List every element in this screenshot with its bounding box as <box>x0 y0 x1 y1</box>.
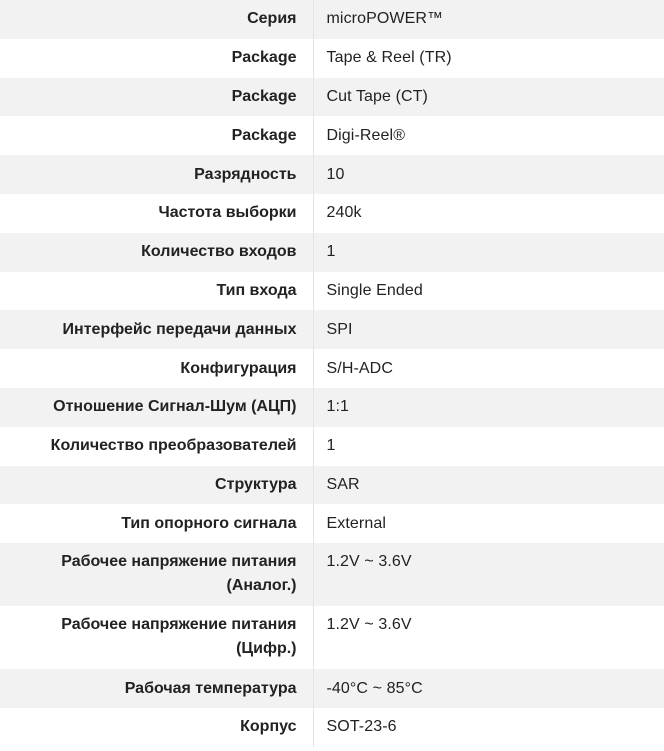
spec-label-package: Package <box>0 116 313 155</box>
spec-label-package: Package <box>0 39 313 78</box>
spec-row-sampling-rate <box>0 194 664 233</box>
spec-label-supply-analog: Рабочее напряжение питания (Аналог.) <box>0 543 313 606</box>
spec-value-package-ct: Cut Tape (CT) <box>313 78 664 117</box>
spec-value-configuration: S/H-ADC <box>313 349 664 388</box>
spec-row-snr <box>0 388 664 427</box>
spec-row-configuration <box>0 349 664 388</box>
spec-value-package-digireel: Digi-Reel® <box>313 116 664 155</box>
spec-value-input-count: 1 <box>313 233 664 272</box>
spec-value-reference-type: External <box>313 504 664 543</box>
spec-row-package-tr <box>0 39 664 78</box>
spec-label-input-count: Количество входов <box>0 233 313 272</box>
spec-label-series: Серия <box>0 0 313 39</box>
spec-row-converter-count <box>0 427 664 466</box>
spec-row-operating-temp <box>0 669 664 708</box>
spec-row-series <box>0 0 664 39</box>
spec-row-supply-digital <box>0 606 664 669</box>
spec-value-series: microPOWER™ <box>313 0 664 39</box>
spec-value-package-case: SOT-23-6 <box>313 708 664 747</box>
spec-row-input-type <box>0 272 664 311</box>
spec-value-input-type: Single Ended <box>313 272 664 311</box>
spec-value-resolution: 10 <box>313 155 664 194</box>
spec-value-snr: 1:1 <box>313 388 664 427</box>
spec-row-data-interface <box>0 310 664 349</box>
spec-value-sampling-rate: 240k <box>313 194 664 233</box>
spec-row-input-count <box>0 233 664 272</box>
spec-value-converter-count: 1 <box>313 427 664 466</box>
spec-value-operating-temp: -40°C ~ 85°C <box>313 669 664 708</box>
spec-label-data-interface: Интерфейс передачи данных <box>0 310 313 349</box>
spec-row-supply-analog <box>0 543 664 606</box>
spec-label-package-case: Корпус <box>0 708 313 747</box>
spec-value-supply-digital: 1.2V ~ 3.6V <box>313 606 664 669</box>
spec-row-reference-type <box>0 504 664 543</box>
spec-label-input-type: Тип входа <box>0 272 313 311</box>
spec-label-resolution: Разрядность <box>0 155 313 194</box>
spec-label-reference-type: Тип опорного сигнала <box>0 504 313 543</box>
spec-label-package: Package <box>0 78 313 117</box>
spec-label-sampling-rate: Частота выборки <box>0 194 313 233</box>
spec-label-configuration: Конфигурация <box>0 349 313 388</box>
spec-row-package-digireel <box>0 116 664 155</box>
spec-row-architecture <box>0 466 664 505</box>
spec-value-architecture: SAR <box>313 466 664 505</box>
spec-value-supply-analog: 1.2V ~ 3.6V <box>313 543 664 606</box>
spec-label-operating-temp: Рабочая температура <box>0 669 313 708</box>
spec-row-package-case <box>0 708 664 747</box>
spec-row-package-ct <box>0 78 664 117</box>
spec-value-data-interface: SPI <box>313 310 664 349</box>
spec-label-supply-digital: Рабочее напряжение питания (Цифр.) <box>0 606 313 669</box>
spec-label-snr: Отношение Сигнал-Шум (АЦП) <box>0 388 313 427</box>
spec-value-package-tr: Tape & Reel (TR) <box>313 39 664 78</box>
spec-label-architecture: Структура <box>0 466 313 505</box>
spec-row-resolution <box>0 155 664 194</box>
spec-label-converter-count: Количество преобразователей <box>0 427 313 466</box>
